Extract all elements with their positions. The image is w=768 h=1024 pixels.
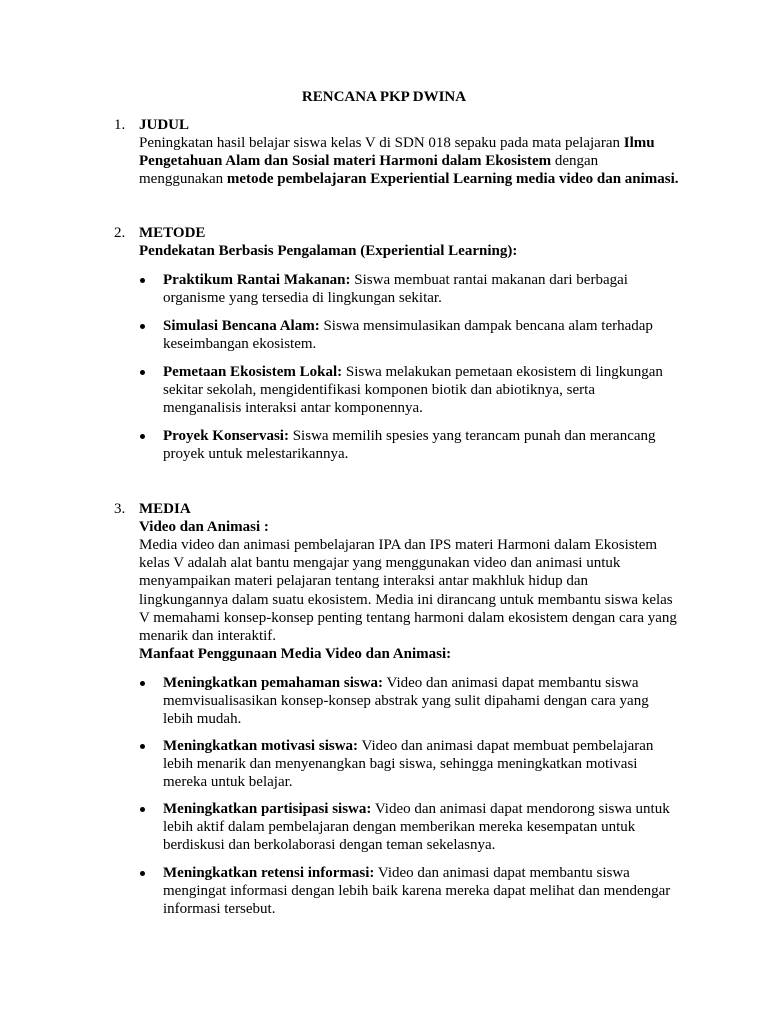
benefits-heading: Manfaat Penggunaan Media Video dan Animasi: — [139, 646, 452, 662]
list-item-text — [163, 800, 677, 855]
list-item-text — [163, 363, 677, 418]
media-subheading: Video dan Animasi : — [139, 519, 269, 535]
bullet-icon — [140, 434, 145, 439]
list-item-text — [163, 427, 677, 463]
judul-text-1: Peningkatan hasil belajar siswa kelas V di SDN 018 sepaku pada mata pelajaran — [139, 135, 624, 151]
section-heading: MEDIA — [139, 501, 191, 517]
list-item-body: Siswa melakukan pemetaan ekosistem di lingkungan sekitar sekolah, mengidentifikasi komponen biotik dan abiotiknya, serta menganalisis interaksi antar komponennya. — [163, 364, 663, 417]
list-item-body: Video dan animasi dapat membantu siswa mengingat informasi dengan lebih baik karena mereka dapat melihat dan mendengar informasi tersebut. — [163, 865, 671, 918]
list-item-label: Simulasi Bencana Alam: — [163, 318, 320, 334]
media-paragraph: Media video dan animasi pembelajaran IPA dan IPS materi Harmoni dalam Ekosistem kelas V adalah alat bantu mengajar yang menggunakan video dan animasi untuk menyampaikan materi pelajaran tentang interaksi antar makhluk hidup dan lingkungannya dalam suatu ekosistem. Media ini dirancang untuk membantu siswa kelas V memahami konsep-konsep penting tentang harmoni dalam ekosistem dengan cara yang menarik dan interaktif. — [139, 537, 677, 645]
list-item-body: Video dan animasi dapat mendorong siswa untuk lebih aktif dalam pembelajaran dengan memberikan mereka kesempatan untuk berdiskusi dan berkolaborasi dengan teman sekelasnya. — [163, 801, 670, 854]
section-number: 2. — [114, 225, 126, 241]
list-item-text — [163, 674, 677, 729]
section-number: 3. — [114, 501, 126, 517]
judul-bold-2: metode pembelajaran Experiential Learning media video dan animasi. — [226, 171, 679, 188]
bullet-icon — [140, 744, 145, 749]
metode-subheading: Pendekatan Berbasis Pengalaman (Experiential Learning): — [139, 243, 518, 259]
judul-bold-1: Ilmu Pengetahuan Alam dan Sosial materi Harmoni dalam Ekosistem — [139, 135, 655, 170]
list-item-label: Praktikum Rantai Makanan: — [163, 272, 351, 288]
list-item-label: Meningkatkan pemahaman siswa: — [163, 675, 384, 691]
list-item-body: Video dan animasi dapat membuat pembelajaran lebih menarik dan menyenangkan bagi siswa, sehingga meningkatkan motivasi mereka untuk belajar. — [163, 738, 654, 791]
bullet-icon — [140, 871, 145, 876]
list-item-text — [163, 737, 677, 792]
bullet-icon — [140, 681, 145, 686]
list-item-body: Siswa membuat rantai makanan dari berbagai organisme yang tersedia di lingkungan sekitar. — [163, 272, 628, 307]
judul-text-2: dengan menggunakan — [139, 153, 599, 188]
document-title: RENCANA PKP DWINA — [301, 89, 467, 105]
list-item-label: Meningkatkan retensi informasi: — [163, 865, 375, 881]
bullet-icon — [140, 278, 145, 283]
list-item-text — [163, 864, 677, 919]
list-item-body: Siswa mensimulasikan dampak bencana alam terhadap keseimbangan ekosistem. — [163, 318, 653, 353]
list-item-label: Pemetaan Ekosistem Lokal: — [163, 364, 343, 380]
list-item-label: Meningkatkan motivasi siswa: — [163, 738, 359, 754]
list-item-text — [163, 271, 677, 307]
bullet-icon — [140, 324, 145, 329]
section-heading: JUDUL — [139, 117, 190, 133]
list-item-label: Meningkatkan partisipasi siswa: — [163, 801, 372, 817]
bullet-icon — [140, 807, 145, 812]
judul-paragraph — [139, 134, 679, 189]
list-item-body: Video dan animasi dapat membantu siswa memvisualisasikan konsep-konsep abstrak yang sulit dipahami dengan cara yang lebih mudah. — [163, 675, 649, 728]
list-item-label: Proyek Konservasi: — [163, 428, 289, 444]
list-item-body: Siswa memilih spesies yang terancam punah dan merancang proyek untuk melestarikannya. — [163, 428, 656, 463]
bullet-icon — [140, 370, 145, 375]
section-number: 1. — [114, 117, 126, 133]
list-item-text — [163, 317, 677, 353]
section-heading: METODE — [139, 225, 206, 241]
